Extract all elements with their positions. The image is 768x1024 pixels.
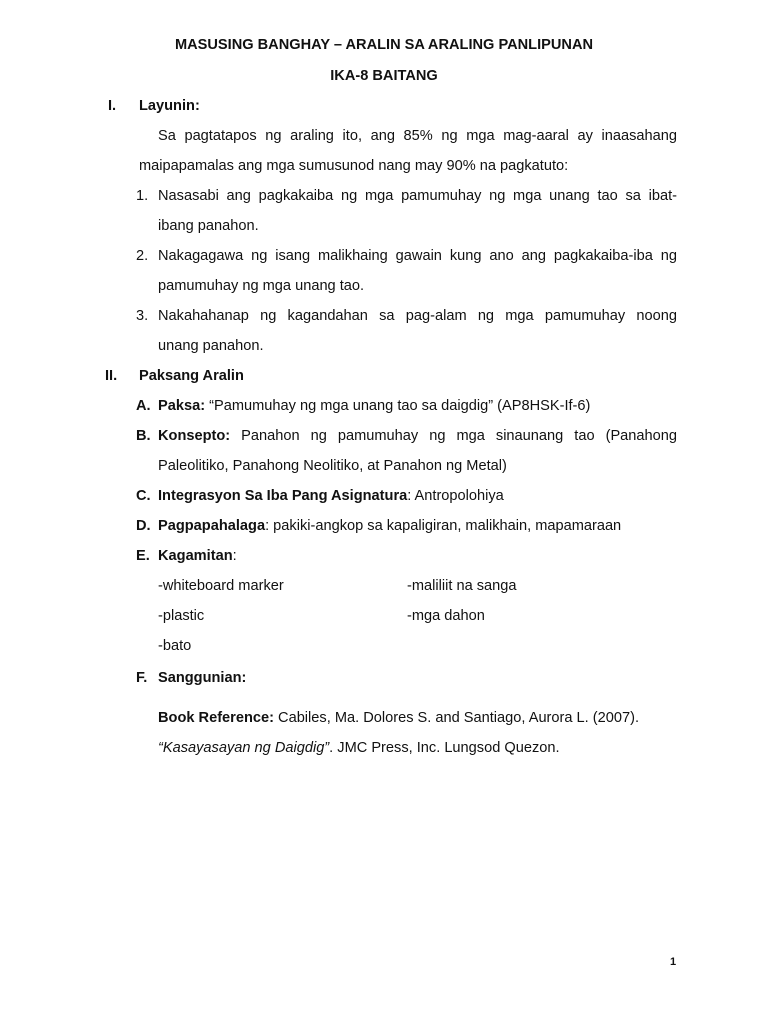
book-reference-authors: Cabiles, Ma. Dolores S. and Santiago, Aurora L. (2007). xyxy=(273,710,640,726)
grade-level: IKA-8 BAITANG xyxy=(330,68,438,84)
objective-2-line-2: pamumuhay ng mga unang tao. xyxy=(158,278,365,294)
kagamitan-letter: E. xyxy=(136,548,150,564)
paksa-line xyxy=(158,398,590,414)
kagamitan-colon: : xyxy=(232,548,237,564)
intro-line-1: Sa pagtatapos ng araling ito, ang 85% ng mga mag-aaral ay inaasahang xyxy=(158,128,677,144)
section-2-numeral: II. xyxy=(105,368,118,384)
paksa-letter: A. xyxy=(136,398,151,414)
integrasyon-line xyxy=(158,488,504,504)
integrasyon-label: Integrasyon Sa Iba Pang Asignatura xyxy=(158,488,408,504)
sanggunian-label: Sanggunian: xyxy=(158,670,247,686)
konsepto-line-2: Paleolitiko, Panahong Neolitiko, at Panahon ng Metal) xyxy=(158,458,507,474)
pagpapahalaga-line xyxy=(158,518,621,534)
book-reference-label: Book Reference: xyxy=(158,710,274,726)
objective-1-line-2: ibang panahon. xyxy=(158,218,259,234)
pagpapahalaga-text: : pakiki-angkop sa kapaligiran, malikhain, mapamaraan xyxy=(265,518,622,534)
material-item: -bato xyxy=(158,638,192,654)
objective-1-line-1: Nasasabi ang pagkakaiba ng mga pamumuhay ng mga unang tao sa ibat- xyxy=(158,188,677,204)
material-item: -mga dahon xyxy=(407,608,485,624)
section-1-heading: Layunin: xyxy=(139,98,200,114)
objective-1-number: 1. xyxy=(136,188,149,204)
integrasyon-text: : Antropolohiya xyxy=(407,488,504,504)
document-title: MASUSING BANGHAY – ARALIN SA ARALING PANLIPUNAN xyxy=(174,37,594,53)
book-reference-line-2 xyxy=(158,740,560,756)
paksa-quote: “Pamumuhay ng mga unang tao sa daigdig” xyxy=(209,398,494,414)
konsepto-text-1: Panahon ng pamumuhay ng mga sinaunang tao (Panahong xyxy=(230,428,677,444)
konsepto-label: Konsepto: xyxy=(158,428,231,444)
material-item: -whiteboard marker xyxy=(158,578,284,594)
integrasyon-letter: C. xyxy=(136,488,151,504)
pagpapahalaga-label: Pagpapahalaga xyxy=(158,518,266,534)
material-item: -maliliit na sanga xyxy=(407,578,517,594)
page-number: 1 xyxy=(670,956,677,968)
pagpapahalaga-letter: D. xyxy=(136,518,151,534)
paksa-label: Paksa: xyxy=(158,398,206,414)
konsepto-letter: B. xyxy=(136,428,151,444)
book-reference-title: “Kasayasayan ng Daigdig” xyxy=(158,740,330,756)
objective-3-line-1: Nakahahanap ng kagandahan sa pag-alam ng mga pamumuhay noong xyxy=(158,308,677,324)
kagamitan-label: Kagamitan xyxy=(158,548,233,564)
objective-3-line-2: unang panahon. xyxy=(158,338,264,354)
book-reference-publisher: . JMC Press, Inc. Lungsod Quezon. xyxy=(329,740,560,756)
section-1-numeral: I. xyxy=(108,98,117,114)
objective-2-line-1: Nakagagawa ng isang malikhaing gawain kung ano ang pagkakaiba-iba ng xyxy=(158,248,677,264)
sanggunian-letter: F. xyxy=(136,670,148,686)
objective-3-number: 3. xyxy=(136,308,149,324)
paksa-code: (AP8HSK-If-6) xyxy=(493,398,591,414)
section-2-heading: Paksang Aralin xyxy=(139,368,244,384)
konsepto-line-1 xyxy=(158,428,677,444)
book-reference-line-1 xyxy=(158,710,639,726)
kagamitan-line xyxy=(158,548,237,564)
intro-line-2: maipapamalas ang mga sumusunod nang may 90% na pagkatuto: xyxy=(139,158,569,174)
material-item: -plastic xyxy=(158,608,205,624)
objective-2-number: 2. xyxy=(136,248,149,264)
